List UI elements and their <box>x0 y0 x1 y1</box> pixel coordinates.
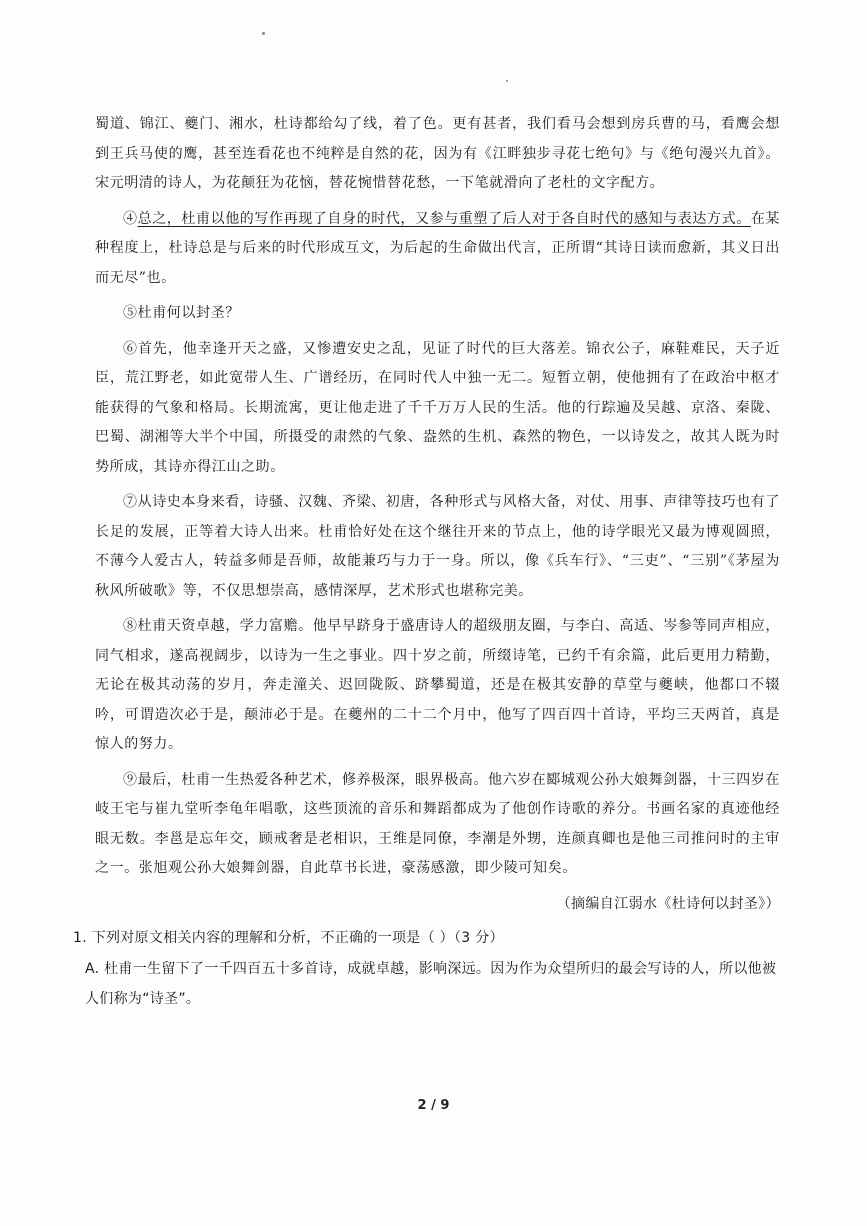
paragraph-text: 在某种程度上，杜诗总是与后来的时代形成互文，为后起的生命做出代言，正所谓“其诗日读而愈新，其义日出而无尽”也。 <box>95 210 781 286</box>
question-stem: 1. 下列对原文相关内容的理解和分析，不正确的一项是（ ）（3 分） <box>73 929 504 946</box>
paragraph-6: ⑥首先，他幸逢开天之盛，又惨遭安史之乱，见证了时代的巨大落差。锦衣公子，麻鞋难民，天子近臣，荒江野老，如此宽带人生、广谱经历，在同时代人中独一无二。短暂立朝，使他拥有了在政治中枢才能获得的气象和格局。长期流寓，更让他走进了千千万万人民的生活。他的行踪遍及吴越、京洛、秦陇、巴蜀、湖湘等大半个中国，所摄受的肃然的气象、盎然的生机、森然的物色，一以诗发之，故其人既为时势所成，其诗亦得江山之助。 <box>95 340 780 475</box>
paragraph-4 <box>95 205 780 294</box>
underlined-sentence: 总之，杜甫以他的写作再现了自身的时代，又参与重塑了后人对于各自时代的感知与表达方式。 <box>137 210 751 227</box>
reading-passage <box>73 110 781 1014</box>
paragraph-5: ⑤杜甫何以封圣？ <box>123 305 240 321</box>
paragraph-9: ⑨最后，杜甫一生热爱各种艺术，修养极深，眼界极高。他六岁在郾城观公孙大娘舞剑器，十三四岁在岐王宅与崔九堂听李龟年唱歌，这些顶流的音乐和舞蹈都成为了他创作诗歌的养分。书画名家的真迹他经眼无数。李邕是忘年交，顾戒奢是老相识，王维是同僚，李潮是外甥，连颜真卿也是他三司推问时的主审之一。张旭观公孙大娘舞剑器，自此草书长进，豪荡感激，即少陵可知矣。 <box>95 771 780 876</box>
scan-speck <box>506 80 508 82</box>
source-citation: （摘编自江弱水《杜诗何以封圣》） <box>556 895 780 912</box>
question-block <box>73 924 780 1014</box>
option-a: A. 杜甫一生留下了一千四百五十多首诗，成就卓越，影响深远。因为作为众望所归的最会写诗的人，所以他被人们称为“诗圣”。 <box>85 960 777 1007</box>
paragraph-continued: 蜀道、锦江、夔门、湘水，杜诗都给勾了线，着了色。更有甚者，我们看马会想到房兵曹的马，看鹰会想到王兵马使的鹰，甚至连看花也不纯粹是自然的花，因为有《江畔独步寻花七绝句》与《绝句漫兴九首》。宋元明清的诗人，为花颠狂为花恼，替花惋惜替花愁，一下笔就滑向了老杜的文字配方。 <box>95 116 780 191</box>
paragraph-marker: ④ <box>123 210 138 227</box>
paragraph-7: ⑦从诗史本身来看，诗骚、汉魏、齐梁、初唐，各种形式与风格大备，对仗、用事、声律等技巧也有了长足的发展，正等着大诗人出来。杜甫恰好处在这个继往开来的节点上，他的诗学眼光又最为博观圆照，不薄今人爱古人，转益多师是吾师，故能兼巧与力于一身。所以，像《兵车行》、“三吏”、“三别”《茅屋为秋风所破歌》等，不仅思想崇高，感情深厚，艺术形式也堪称完美。 <box>95 494 780 599</box>
scan-speck <box>262 32 265 35</box>
page-number: 2 / 9 <box>417 1098 450 1113</box>
paragraph-8: ⑧杜甫天资卓越，学力富赡。他早早跻身于盛唐诗人的超级朋友圈，与李白、高适、岑参等同声相应，同气相求，遂高视阔步，以诗为一生之事业。四十岁之前，所缀诗笔，已约千有余篇，此后更用力精勤，无论在极其动荡的岁月，奔走潼关、迟回陇阪、跻攀蜀道，还是在极其安静的草堂与夔峡，他都口不辍吟，可谓造次必于是，颠沛必于是。在夔州的二十二个月中，他写了四百四十首诗，平均三天两首，真是惊人的努力。 <box>95 618 780 752</box>
